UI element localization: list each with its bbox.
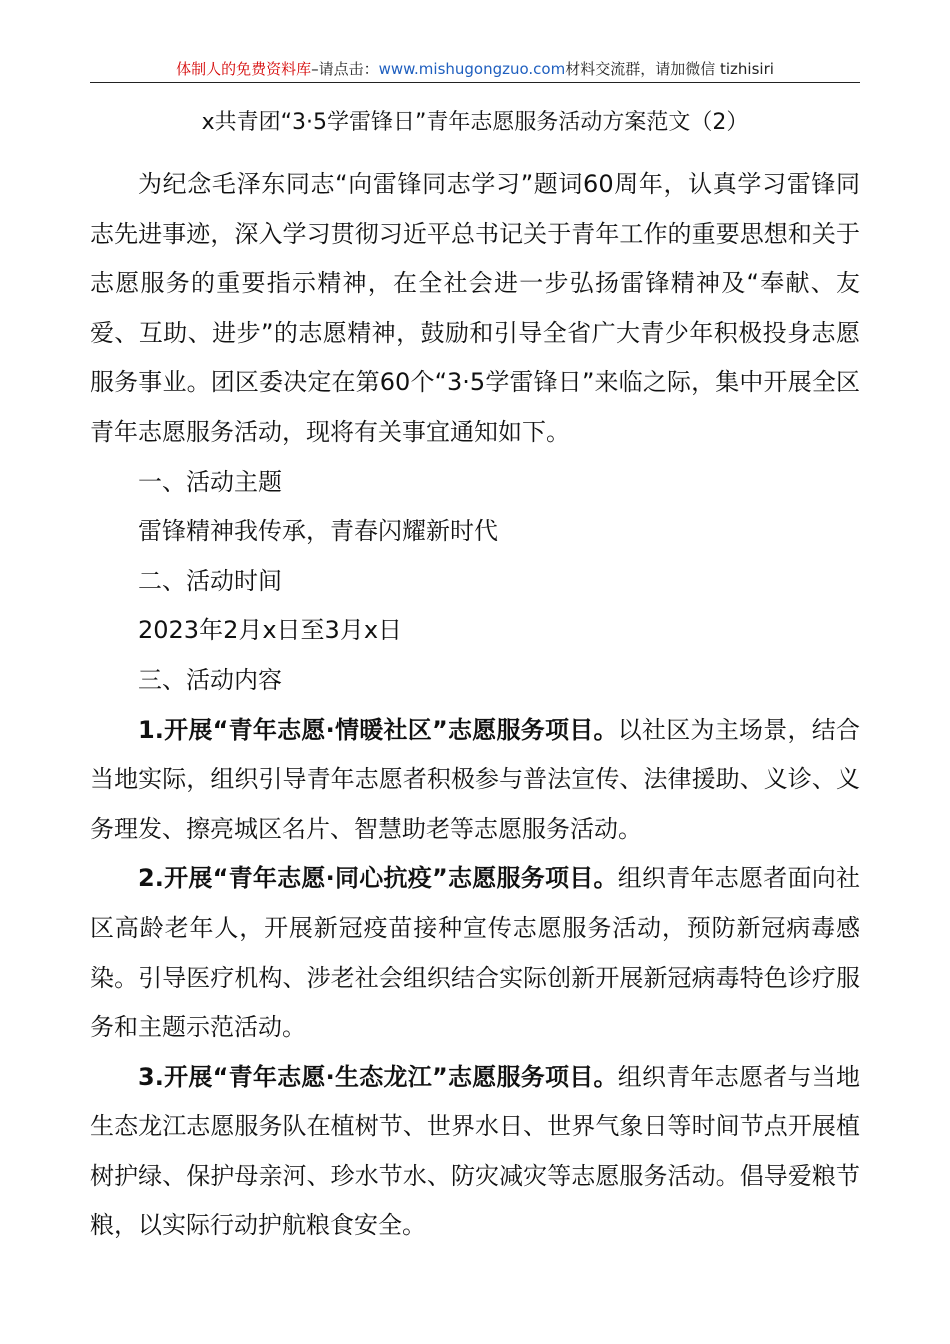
content-item-lead: 1.开展“青年志愿·情暖社区”志愿服务项目。 — [138, 715, 618, 744]
page-header — [90, 56, 860, 83]
section-heading-time: 二、活动时间 — [138, 566, 282, 595]
content-item-lead: 2.开展“青年志愿·同心抗疫”志愿服务项目。 — [138, 864, 618, 893]
header-brand: 体制人的免费资料库 — [176, 60, 312, 78]
section-heading-content: 三、活动内容 — [138, 665, 282, 694]
content-item-lead: 3.开展“青年志愿·生态龙江”志愿服务项目。 — [138, 1062, 618, 1091]
content-item-body: 组织青年志愿者面向社区高龄老年人，开展新冠疫苗接种宣传志愿服务活动，预防新冠病毒感染。引导医疗机构、涉老社会组织结合实际创新开展新冠病毒特色诊疗服务和主题示范活动。 — [90, 864, 861, 1042]
content-item — [90, 854, 860, 1052]
content-item — [90, 706, 860, 855]
content-item — [90, 1053, 860, 1251]
header-note: 材料交流群，请加微信 tizhisiri — [565, 60, 774, 78]
header-url-link[interactable]: www.mishugongzuo.com — [378, 60, 566, 78]
content-item-body: 以社区为主场景，结合当地实际，组织引导青年志愿者积极参与普法宣传、法律援助、义诊、义务理发、擦亮城区名片、智慧助老等志愿服务活动。 — [90, 715, 861, 843]
time-text: 2023年2月x日至3月x日 — [138, 616, 403, 645]
document-title: x共青团“3·5学雷锋日”青年志愿服务活动方案范文（2） — [201, 110, 749, 135]
intro-paragraph: 为纪念毛泽东同志“向雷锋同志学习”题词60周年，认真学习雷锋同志先进事迹，深入学习贯彻习近平总书记关于青年工作的重要思想和关于志愿服务的重要指示精神，在全社会进一步弘扬雷锋精神及“奉献、友爱、互助、进步”的志愿精神，鼓励和引导全省广大青少年积极投身志愿服务事业。团区委决定在第60个“3·5学雷锋日”来临之际，集中开展全区青年志愿服务活动，现将有关事宜通知如下。 — [90, 170, 860, 446]
document-body — [90, 160, 860, 1251]
section-heading-theme: 一、活动主题 — [138, 467, 282, 496]
theme-text: 雷锋精神我传承，青春闪耀新时代 — [138, 517, 498, 546]
content-item-body: 组织青年志愿者与当地生态龙江志愿服务队在植树节、世界水日、世界气象日等时间节点开展植树护绿、保护母亲河、珍水节水、防灾减灾等志愿服务活动。倡导爱粮节粮，以实际行动护航粮食安全。 — [90, 1062, 861, 1240]
header-prompt: –请点击： — [311, 60, 379, 78]
